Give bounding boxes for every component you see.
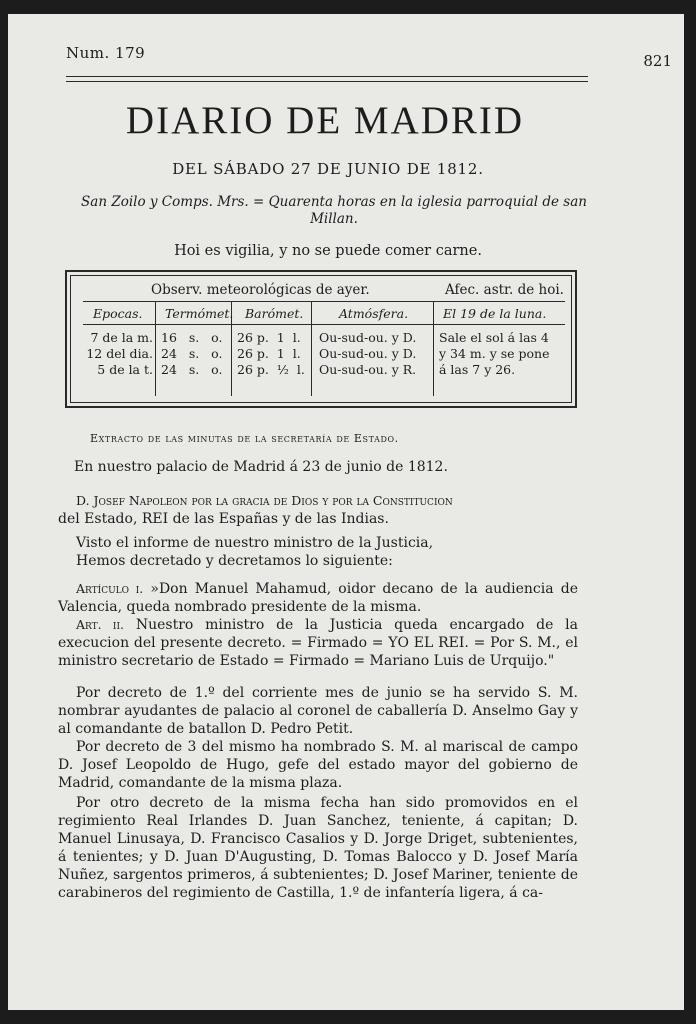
decree-intro-line1: Visto el informe de nuestro ministro de la Justicia, xyxy=(76,535,434,551)
newspaper-page xyxy=(8,14,684,1010)
col-header-barometro: Barómet. xyxy=(245,306,304,321)
paragraph-ayudantes: Por decreto de 1.º del corriente mes de junio se ha servido S. M. nombrar ayudantes de palacio al coronel de caballería D. Anselmo Gay y al comandante de batallon D. Pedro Petit. xyxy=(58,685,578,737)
col-header-termometro: Termómet. xyxy=(165,306,234,321)
weather-table xyxy=(65,270,577,408)
article-1-label: Artículo i. xyxy=(76,581,144,596)
article-2-label: Art. ii. xyxy=(76,617,125,632)
decree-preamble xyxy=(58,492,578,528)
col-header-luna: El 19 de la luna. xyxy=(443,306,547,321)
issue-number: Num. 179 xyxy=(66,44,146,62)
astro-title: Afec. astr. de hoi. xyxy=(445,282,564,298)
cell-barometro: 26 p. 1 l. 26 p. 1 l. 26 p. ½ l. xyxy=(237,330,305,377)
cell-termometro: 16 s. o. 24 s. o. 24 s. o. xyxy=(161,330,223,377)
col-divider xyxy=(155,302,156,396)
article-2 xyxy=(58,616,578,670)
decree-intro xyxy=(58,534,578,570)
col-divider xyxy=(433,302,434,396)
decree-intro-line2: Hemos decretado y decretamos lo siguiente: xyxy=(76,553,393,569)
decree-preamble-line2: del Estado, REI de las Españas y de las Indias. xyxy=(58,511,389,527)
weather-table-frame xyxy=(70,275,572,403)
article-1 xyxy=(58,580,578,616)
section-heading: Extracto de las minutas de la secretaría de Estado. xyxy=(90,432,399,445)
cell-astro: Sale el sol á las 4 y 34 m. y se pone á las 7 y 26. xyxy=(439,330,550,377)
paragraph-hugo: Por decreto de 3 del mismo ha nombrado S. M. al mariscal de campo D. Josef Leopoldo de Hugo, gefe del estado mayor del gobierno de Madrid, comandante de la misma plaza. xyxy=(58,739,578,791)
dateline: DEL SÁBADO 27 DE JUNIO DE 1812. xyxy=(172,160,484,178)
article-1-text: »Don Manuel Mahamud, oidor decano de la audiencia de Valencia, queda nombrado presidente de la misma. xyxy=(58,581,578,615)
decree-place-date: En nuestro palacio de Madrid á 23 de junio de 1812. xyxy=(74,459,448,475)
masthead-title: DIARIO DE MADRID xyxy=(125,99,525,142)
article-2-text: Nuestro ministro de la Justicia queda encargado de la execucion del presente decreto. = Firmado = YO EL REI. = Por S. M., el ministro secretario de Estado = Firmado = Mariano Luis de Urquijo." xyxy=(58,617,578,669)
paragraph-promociones: Por otro decreto de la misma fecha han sido promovidos en el regimiento Real Irlandes D. Juan Sanchez, teniente, á capitan; D. Manuel Linusaya, D. Francisco Casalios y D. Jorge Driget, subtenientes, á tenientes; y D. Juan D'Augusting, D. Tomas Balocco y D. Josef María Nuñez, sargentos primeros, á subtenientes; D. Josef Mariner, teniente de carabineros del regimiento de Castilla, 1.º de infantería ligera, á ca- xyxy=(58,795,578,901)
header-rule-top xyxy=(66,76,588,77)
col-header-epocas: Epocas. xyxy=(93,306,143,321)
col-divider xyxy=(311,302,312,396)
cell-epocas: 7 de la m. 12 del dia. 5 de la t. xyxy=(86,330,153,377)
page-number: 821 xyxy=(643,52,672,70)
header-rule-bottom xyxy=(66,81,588,82)
vigil-notice: Hoi es vigilia, y no se puede comer carne. xyxy=(174,243,482,259)
col-header-atmosfera: Atmósfera. xyxy=(339,306,409,321)
saints-notice: San Zoilo y Comps. Mrs. = Quarenta horas en la iglesia parroquial de san Millan. xyxy=(81,194,587,227)
weather-title: Observ. meteorológicas de ayer. xyxy=(151,282,370,298)
decree-preamble-line1: D. Josef Napoleon por la gracia de Dios y por la Constitucion xyxy=(76,493,453,508)
cell-atmosfera: Ou-sud-ou. y D. Ou-sud-ou. y D. Ou-sud-ou. y R. xyxy=(319,330,417,377)
